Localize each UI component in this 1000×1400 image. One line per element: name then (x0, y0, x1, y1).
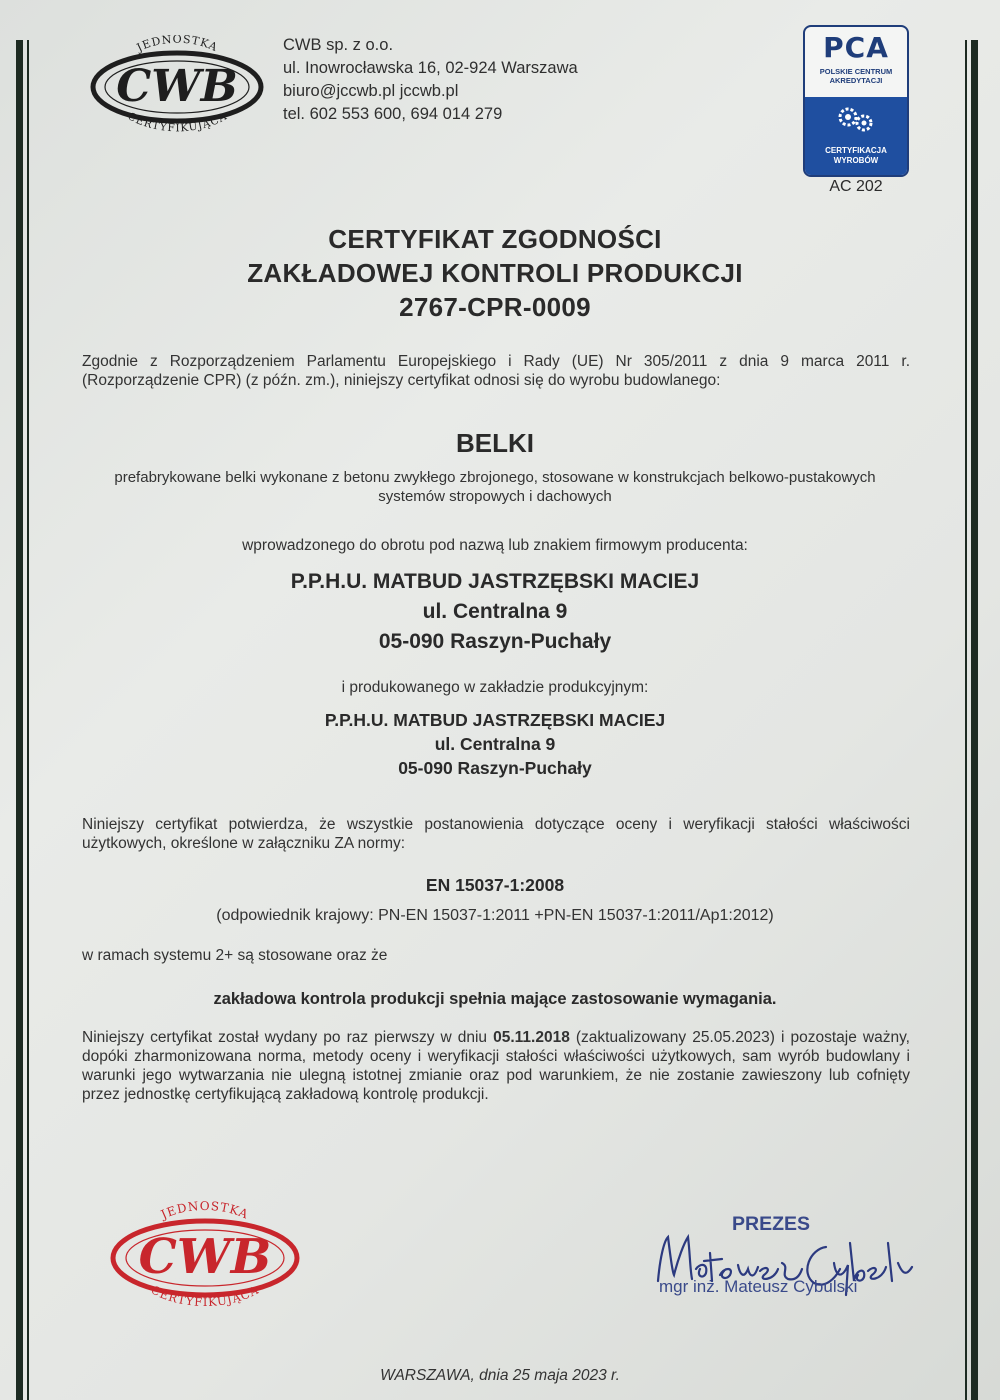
left-border (16, 40, 23, 1400)
product-name: BELKI (456, 428, 534, 458)
producer-street: ul. Centralna 9 (422, 600, 568, 623)
title-line-2: ZAKŁADOWEJ KONTROLI PRODUKCJI (247, 258, 743, 288)
issuer-name: CWB sp. z o.o. (283, 36, 394, 54)
pca-cert-label: CERTYFIKACJA WYROBÓW (825, 146, 887, 165)
issuer-phone: tel. 602 553 600, 694 014 279 (283, 105, 503, 123)
producer-intro: wprowadzonego do obrotu pod nazwą lub znakiem firmowym producenta: (242, 537, 748, 554)
pca-badge (803, 25, 909, 177)
intro-paragraph: Zgodnie z Rozporządzeniem Parlamentu Europejskiego i Rady (UE) Nr 305/2011 z dnia 9 marca 2011 r. (Rozporządzenie CPR) (z późn. zm.), niniejszy certyfikat odnosi się do wyrobu budowlanego: (82, 353, 910, 389)
signatory-title: PREZES (732, 1213, 811, 1235)
plant-intro: i produkowanego w zakładzie produkcyjnym: (341, 679, 649, 696)
requirement-statement: zakładowa kontrola produkcji spełnia mające zastosowanie wymagania. (213, 990, 777, 1008)
cwb-logo-bottom (105, 1200, 305, 1310)
producer-name: P.P.H.U. MATBUD JASTRZĘBSKI MACIEJ (290, 570, 700, 593)
validity-paragraph (82, 1028, 910, 1104)
plant-name: P.P.H.U. MATBUD JASTRZĘBSKI MACIEJ (324, 710, 666, 730)
norm-equivalent: (odpowiednik krajowy: PN-EN 15037-1:2011 +PN-EN 15037-1:2011/Ap1:2012) (216, 907, 774, 924)
pca-sub: POLSKIE CENTRUM AKREDYTACJI (819, 67, 893, 85)
product-description: prefabrykowane belki wykonane z betonu zwykłego zbrojonego, stosowane w konstrukcjach belkowo-pustakowych systemów stropowych i dachowych (114, 469, 876, 505)
norm-code: EN 15037-1:2008 (425, 875, 565, 895)
validity-part-1: Niniejszy certyfikat został wydany po raz pierwszy w dniu (82, 1029, 494, 1046)
svg-text:CWB: CWB (116, 61, 238, 112)
svg-text:JEDNOSTKA: JEDNOSTKA (134, 35, 221, 55)
certificate-number: 2767-CPR-0009 (399, 292, 591, 322)
first-issue-date: 05.11.2018 (493, 1029, 570, 1046)
title-line-1: CERTYFIKAT ZGODNOŚCI (328, 224, 662, 254)
producer-block (80, 567, 910, 657)
right-border (971, 40, 978, 1400)
place-and-date: WARSZAWA, dnia 25 maja 2023 r. (380, 1367, 620, 1384)
plant-city: 05-090 Raszyn-Puchały (398, 758, 592, 778)
validity-part-2: (zaktualizowany 25.05.2023) i pozostaje ważny, dopóki zharmonizowana norma, metody oceny i weryfikacji stałości właściwości użytkowych, sam wyrób budowlany i warunki jego wytwarzania nie ulegną istotnej zmianie oraz pod warunkiem, że nie zostanie zawieszony lub cofnięty przez jednostkę certyfikującą zakładową kontrolę produkcji. (82, 1029, 910, 1103)
gears-icon (833, 101, 879, 137)
issuer-contact (283, 34, 578, 126)
svg-text:CERTYFIKUJĄCA: CERTYFIKUJĄCA (148, 1282, 262, 1310)
certificate-title (80, 222, 910, 324)
cwb-logo-top (85, 35, 270, 135)
svg-text:CWB: CWB (138, 1229, 272, 1285)
left-border-inner (27, 40, 29, 1400)
right-border-inner (965, 40, 967, 1400)
issuer-address: ul. Inowrocławska 16, 02-924 Warszawa (283, 59, 578, 77)
plant-block (80, 708, 910, 780)
issuer-email-web: biuro@jccwb.pl jccwb.pl (283, 82, 459, 100)
confirmation-paragraph: Niniejszy certyfikat potwierdza, że wszystkie postanowienia dotyczące oceny i weryfikacji stałości właściwości użytkowych, określone w załączniku ZA normy: (82, 816, 910, 852)
signatory-name: mgr inż. Mateusz Cybulski (659, 1277, 858, 1296)
plant-street: ul. Centralna 9 (434, 734, 556, 754)
svg-text:JEDNOSTKA: JEDNOSTKA (158, 1200, 251, 1222)
pca-logo: PCA (823, 31, 889, 64)
system-statement: w ramach systemu 2+ są stosowane oraz że (82, 947, 388, 964)
producer-city: 05-090 Raszyn-Puchały (378, 630, 612, 653)
svg-text:CERTYFIKUJĄCA: CERTYFIKUJĄCA (125, 110, 230, 135)
accreditation-code: AC 202 (829, 178, 883, 195)
